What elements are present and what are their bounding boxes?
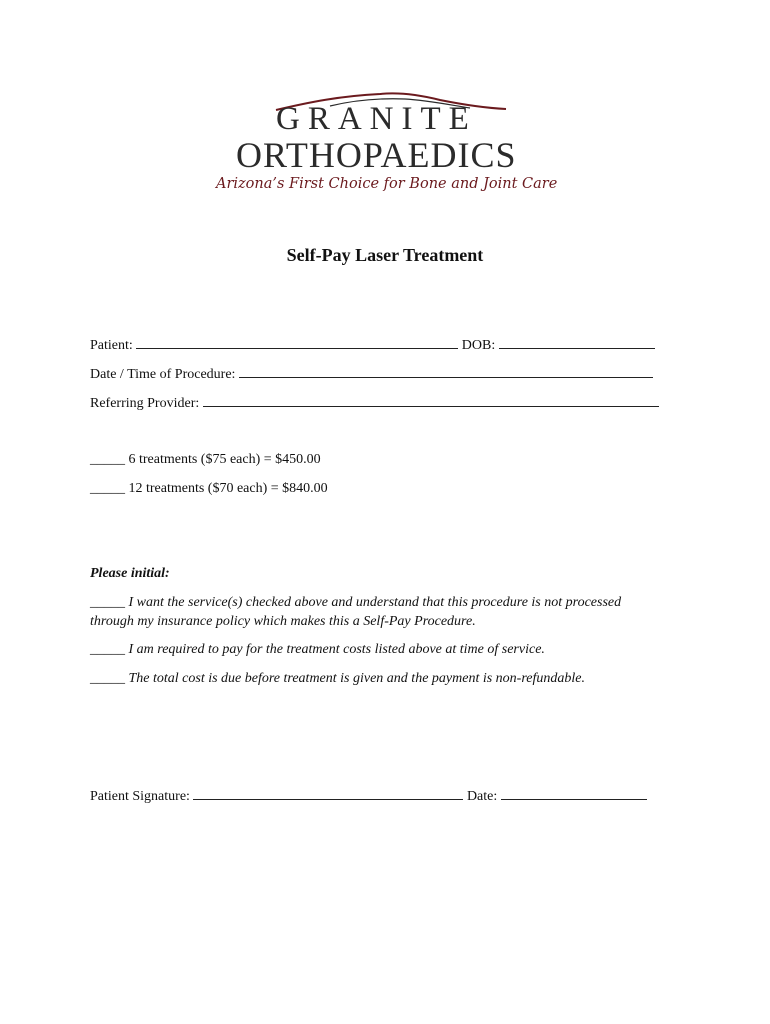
granite-orthopaedics-logo <box>200 80 570 200</box>
dob-label: DOB: <box>461 338 496 353</box>
initial-text: I am required to pay for the treatment costs listed above at time of service. <box>128 642 545 657</box>
initial-text: The total cost is due before treatment is given and the payment is non-refundable. <box>128 671 585 686</box>
signature-label: Patient Signature: <box>90 789 190 804</box>
signature-field[interactable] <box>193 786 463 800</box>
date-time-label: Date / Time of Procedure: <box>90 367 236 382</box>
initial-item[interactable] <box>90 594 621 612</box>
signature-row <box>90 786 647 806</box>
patient-label: Patient: <box>90 338 133 353</box>
patient-field[interactable] <box>136 335 458 349</box>
treatment-option[interactable] <box>90 451 321 469</box>
referring-provider-row <box>90 393 659 413</box>
initial-text: I want the service(s) checked above and understand that this procedure is not processed <box>128 595 622 610</box>
option-blank[interactable]: _____ <box>90 452 125 467</box>
patient-row <box>90 335 655 355</box>
option-text: 12 treatments ($70 each) = $840.00 <box>128 481 328 496</box>
option-text: 6 treatments ($75 each) = $450.00 <box>128 452 321 467</box>
treatment-option[interactable] <box>90 480 328 498</box>
date-time-row <box>90 364 653 384</box>
page-title: Self-Pay Laser Treatment <box>286 245 484 265</box>
signature-date-label: Date: <box>466 789 498 804</box>
dob-field[interactable] <box>499 335 655 349</box>
date-time-field[interactable] <box>239 364 653 378</box>
initial-item-continuation: through my insurance policy which makes this a Self-Pay Procedure. <box>90 614 476 629</box>
logo-orthopaedics-text: ORTHOPAEDICS <box>236 135 517 175</box>
logo-granite-text: GRANITE <box>276 101 477 137</box>
initial-item[interactable] <box>90 641 545 659</box>
referring-provider-label: Referring Provider: <box>90 396 200 411</box>
initial-blank[interactable]: _____ <box>90 671 125 686</box>
initial-item[interactable] <box>90 670 585 688</box>
logo-tagline: Arizona’s First Choice for Bone and Joint Care <box>216 176 558 192</box>
option-blank[interactable]: _____ <box>90 481 125 496</box>
referring-provider-field[interactable] <box>203 393 659 407</box>
signature-date-field[interactable] <box>501 786 647 800</box>
initial-heading: Please initial: <box>90 566 170 581</box>
initial-blank[interactable]: _____ <box>90 595 125 610</box>
initial-blank[interactable]: _____ <box>90 642 125 657</box>
